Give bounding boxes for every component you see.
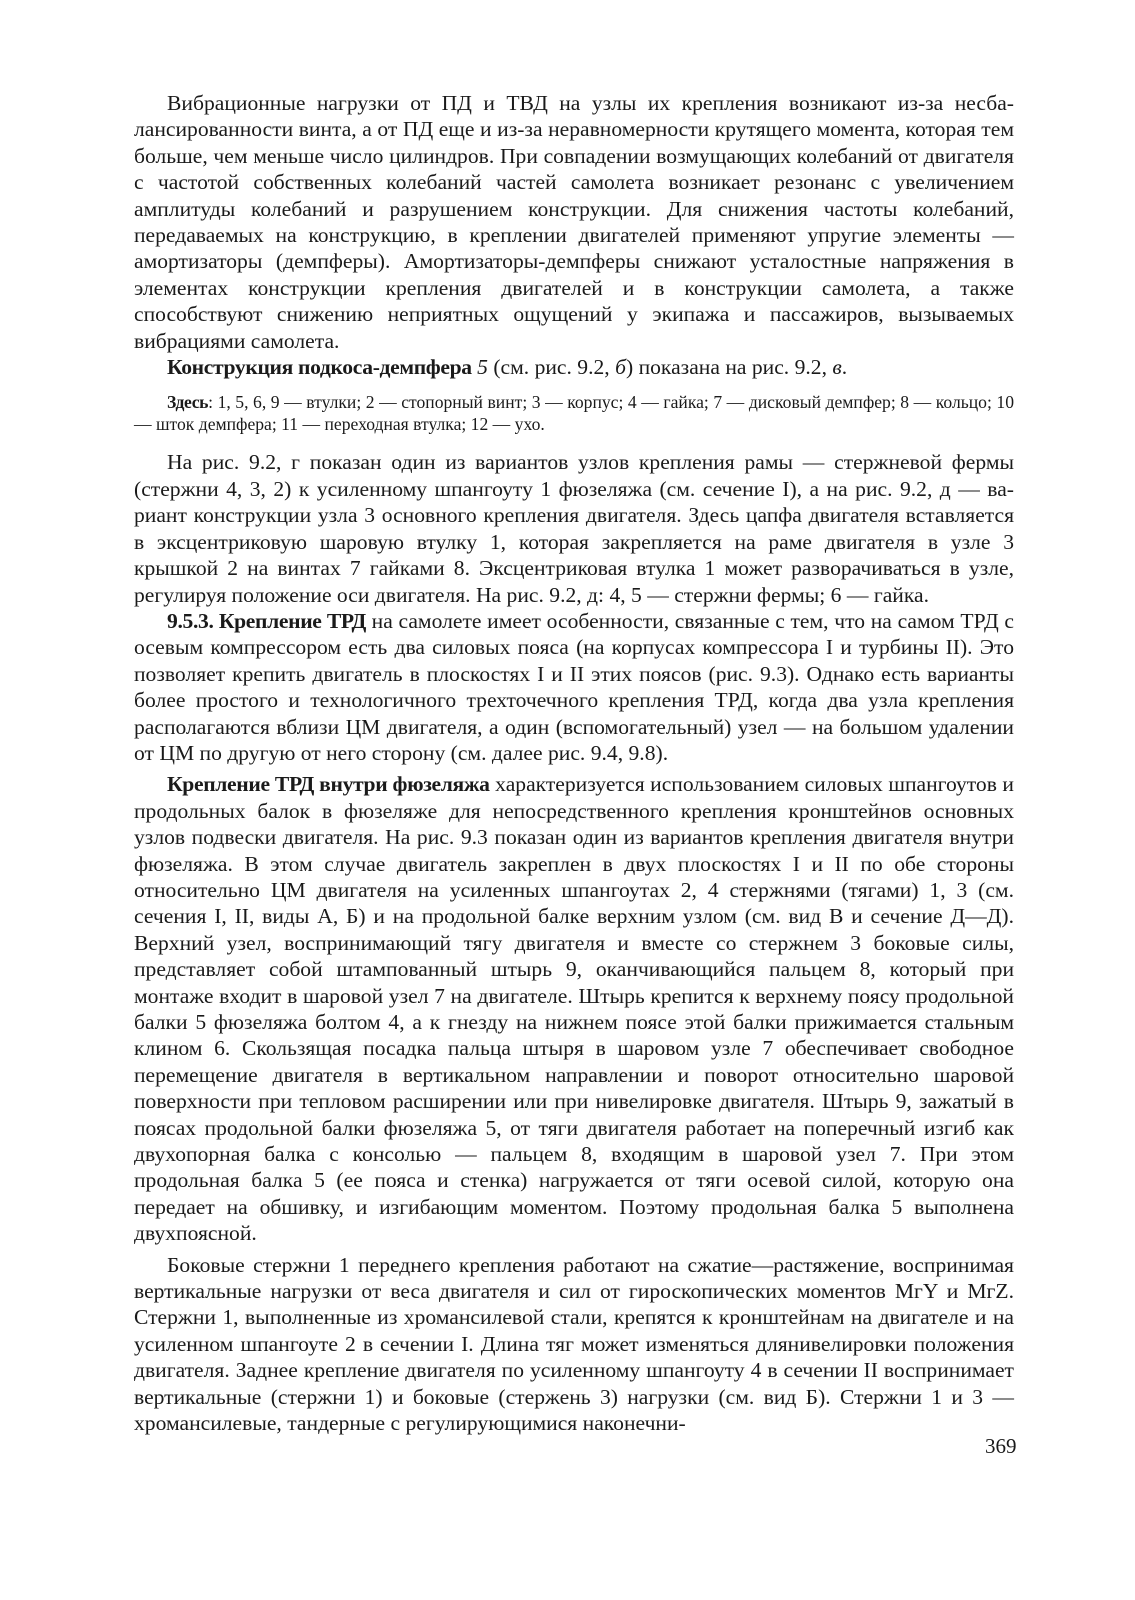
heading-section-9-5-3: 9.5.3. Крепление ТРД [167,608,366,633]
paragraph-damper-strut: Конструкция подкоса-демпфера 5 (см. рис. 9.2, б) показана на рис. 9.2, в. [167,355,848,380]
page-text-column [134,90,1014,1437]
paragraph-fuselage-mounting: Крепление ТРД внутри фюзеляжа характеризуется использованием силовых шпангоутов и продольных балок в фюзеляже для непосредственного крепления кронштейнов основных узлов подвески двигателя. На рис. 9.3 показан один из вариантов крепления двигателя внутри фюзеляжа. В этом случае двигатель закреплен в двух плоскостях I и II по обе стороны относительно ЦМ двигателя на усиленных шпангоутах 2, 4 стержнями (тягами) 1, 3 (см. сечения I, II, виды А, Б) и на продольной балке верхним узлом (см. вид В и сечение Д—Д). Верхний узел, воспринимающий тягу двигателя и вместе со стержнем 3 боковые силы, представляет собой штампованный штырь 9, оканчивающийся пальцем 8, который при монтаже входит в шаровой узел 7 на двигателе. Штырь крепится к верхнему поясу продольной балки 5 фюзеляжа болтом 4, а к гнезду на нижнем поясе этой балки прижимается стальным клином 6. Скользящая посадка пальца штыря в шаровом узле 7 обеспечивает свободное перемещение двигателя в вертикальном направлении и поворот относительно шаровой поверхности при тепловом расширении или при нивелировке двигателя. Штырь 9, зажатый в поясах продольной балки фюзеляжа 5, от тяги двигателя работает на поперечный изгиб как двухопорная балка с консолью — пальцем 8, входящим в шаровой узел 7. При этом продольная балка 5 (ее пояса и стенка) нагружается от тяги осевой силой, которую она передает на обшивку, и изгибающим моментом. Поэтому продольная балка 5 выполнена двухпоясной. [134,772,1014,1246]
paragraph-side-struts: Боковые стержни 1 переднего крепления работают на сжатие—растяжение, воспринимая вертикальные нагрузки от веса двигателя и сил от гироскопических моментов MгY и MгZ. Стержни 1, выполненные из хромансилевой стали, крепятся к кронштейнам на двигателе и на усиленном шпангоуте 2 в сечении I. Длина тяг может изменяться длянивелировки положения двигателя. Заднее крепление двигателя по усиленному шпангоуту 4 в сечении II воспринимает вертикальные (стержни 1) и боковые (стержень 3) нагрузки (см. вид Б). Стержни 1 и 3 — хромансилевые, тандерные с регулирующимися наконечни- [134,1252,1014,1436]
legend-note-label: Здесь [167,392,209,413]
page-number: 369 [985,1434,1017,1458]
heading-fuselage-mounting: Крепление ТРД внутри фюзеляжа [167,772,490,797]
heading-damper-strut: Конструкция подкоса-демпфера [167,355,472,380]
paragraph-vibration-loads: Вибрационные нагрузки от ПД и ТВД на узлы их крепления возникают из-за несбалансированности винта, а от ПД еще и из-за неравномерности крутящего момента, которая тем больше, чем меньше число цилиндров. При совпадении возмущающих колебаний от двигателя с частотой собственных колебаний частей самолета возникает резонанс с увеличением амплитуды колебаний и разрушением конструкции. Для снижения частоты колебаний, передаваемых на конструкцию, в креплении двигателей применяют упругие элементы — амортизаторы (демпферы). Амортизаторы-демпферы снижают усталостные напряжения в элементах конструкции крепления двигателей и в конструкции самолета, а также способствуют снижению неприятных ощущений у экипажа и пассажиров, вызываемых вибрациями самолета. [134,91,1014,353]
paragraph-frame-mounting: На рис. 9.2, г показан один из вариантов узлов крепления рамы — стержневой фермы (стержни 4, 3, 2) к усиленному шпангоуту 1 фюзеляжа (см. сечение I), а на рис. 9.2, д — вариант конструкции узла 3 основного крепления двигателя. Здесь цапфа двигателя вставляется в эксцентриковую шаровую втулку 1, которая закрепляется на раме двигателя в узле 3 крышкой 2 на винтах 7 гайками 8. Эксцентриковая втулка 1 может разворачиваться в узле, регулируя положение оси двигателя. На рис. 9.2, д: 4, 5 — стержни фермы; 6 — гайка. [134,450,1014,607]
paragraph-trd-mounting: 9.5.3. Крепление ТРД на самолете имеет особенности, связанные с тем, что на самом ТРД с осевым компрессором есть два силовых пояса (на корпусах компрессора I и турбины II). Это позволяет крепить двигатель в плоскостях I и II этих поясов (рис. 9.3). Однако есть варианты более простого и технологичного трехточечного крепления ТРД, когда два узла крепления располагаются вблизи ЦМ двигателя, а один (вспомогательный) узел — на большом удалении от ЦМ по другую от него сторону (см. далее рис. 9.4, 9.8). [134,608,1014,765]
legend-note: Здесь: 1, 5, 6, 9 — втулки; 2 — стопорный винт; 3 — корпус; 4 — гайка; 7 — дисковый демпфер; 8 — кольцо; 10 — шток демпфера; 11 — переходная втулка; 12 — ухо. [134,392,1014,434]
